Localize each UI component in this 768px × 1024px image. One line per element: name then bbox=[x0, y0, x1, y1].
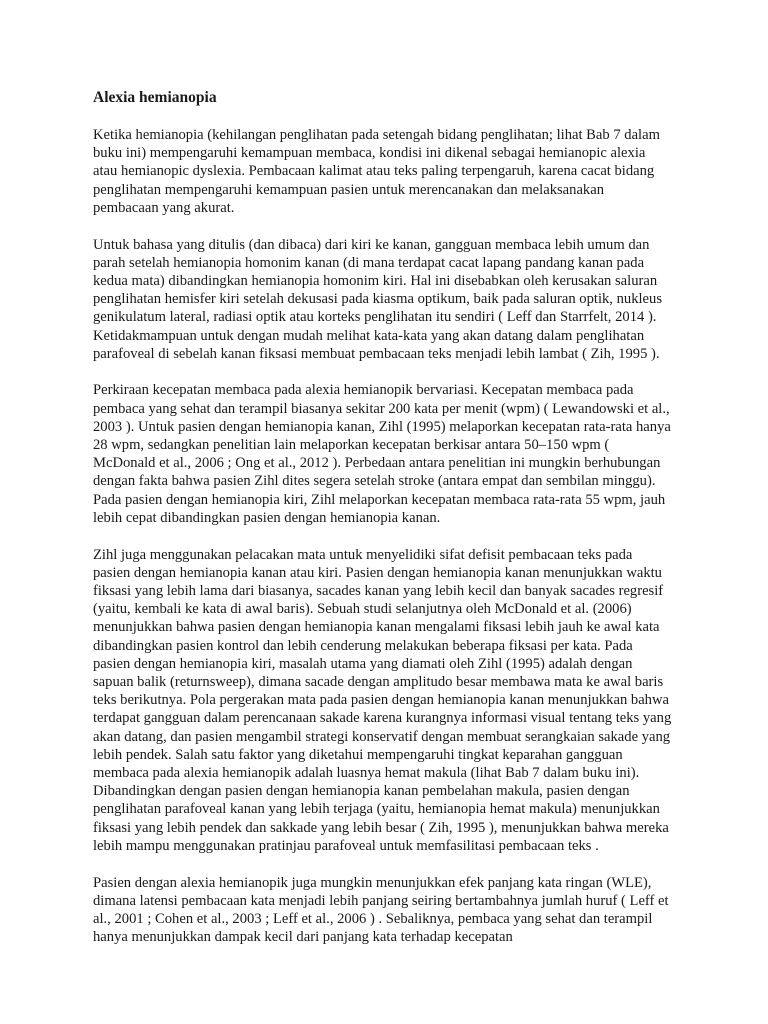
paragraph-4: Zihl juga menggunakan pelacakan mata untuk menyelidiki sifat defisit pembacaan teks pada pasien dengan hemianopia kanan atau kiri. Pasien dengan hemianopia kanan menunjukkan waktu fiksasi yang lebih lama dari biasanya, sacades kanan yang lebih kecil dan banyak sacades regresif (yaitu, kembali ke kata di awal baris). Sebuah studi selanjutnya oleh McDonald et al. (2006) menunjukkan bahwa pasien dengan hemianopia kanan mengalami fiksasi lebih jauh ke awal kata dibandingkan pasien kontrol dan lebih cenderung melakukan beberapa fiksasi per kata. Pada pasien dengan hemianopia kiri, masalah utama yang diamati oleh Zihl (1995) adalah dengan sapuan balik (returnsweep), dimana sacade dengan amplitudo besar membawa mata ke awal baris teks berikutnya. Pola pergerakan mata pada pasien dengan hemianopia kanan menunjukkan bahwa terdapat gangguan dalam perencanaan sakade karena kurangnya informasi visual tentang teks yang akan datang, dan pasien mengambil strategi konservatif dengan membuat serangkaian sakade yang lebih pendek. Salah satu faktor yang diketahui mempengaruhi tingkat keparahan gangguan membaca pada alexia hemianopik adalah luasnya hemat makula (lihat Bab 7 dalam buku ini). Dibandingkan dengan pasien dengan hemianopia kanan pembelahan makula, pasien dengan penglihatan parafoveal kanan yang lebih terjaga (yaitu, hemianopia hemat makula) menunjukkan fiksasi yang lebih pendek dan sakkade yang lebih besar ( Zih, 1995 ), menunjukkan bahwa mereka lebih mampu menggunakan pratinjau parafoveal untuk memfasilitasi pembacaan teks . bbox=[93, 546, 672, 854]
paragraph-3: Perkiraan kecepatan membaca pada alexia hemianopik bervariasi. Kecepatan membaca pada pembaca yang sehat dan terampil biasanya sekitar 200 kata per menit (wpm) ( Lewandowski et al., 2003 ). Untuk pasien dengan hemianopia kanan, Zihl (1995) melaporkan kecepatan rata-rata hanya 28 wpm, sedangkan penelitian lain melaporkan kecepatan berkisar antara 50–150 wpm ( McDonald et al., 2006 ; Ong et al., 2012 ). Perbedaan antara penelitian ini mungkin berhubungan dengan fakta bahwa pasien Zihl dites segera setelah stroke (antara empat dan sembilan minggu). Pada pasien dengan hemianopia kiri, Zihl melaporkan kecepatan membaca rata-rata 55 wpm, jauh lebih cepat dibandingkan pasien dengan hemianopia kanan. bbox=[93, 382, 671, 526]
paragraph-5: Pasien dengan alexia hemianopik juga mungkin menunjukkan efek panjang kata ringan (WLE), dimana latensi pembacaan kata menjadi lebih panjang seiring bertambahnya jumlah huruf ( Leff et al., 2001 ; Cohen et al., 2003 ; Leff et al., 2006 ) . Sebaliknya, pembaca yang sehat dan terampil hanya menunjukkan dampak kecil dari panjang kata terhadap kecepatan bbox=[93, 874, 669, 946]
paragraph-2: Untuk bahasa yang ditulis (dan dibaca) dari kiri ke kanan, gangguan membaca lebih umum dan parah setelah hemianopia homonim kanan (di mana terdapat cacat lapang pandang kanan pada kedua mata) dibandingkan hemianopia homonim kiri. Hal ini disebabkan oleh kerusakan saluran penglihatan hemisfer kiri setelah dekusasi pada kiasma optikum, baik pada saluran optik, nukleus genikulatum lateral, radiasi optik atau korteks penglihatan itu sendiri ( Leff dan Starrfelt, 2014 ). Ketidakmampuan untuk dengan mudah melihat kata-kata yang akan datang dalam penglihatan parafoveal di sebelah kanan fiksasi membuat pembacaan teks menjadi lebih lambat ( Zih, 1995 ). bbox=[93, 236, 663, 362]
section-title: Alexia hemianopia bbox=[93, 89, 217, 106]
document-page bbox=[93, 88, 673, 965]
paragraph-1: Ketika hemianopia (kehilangan penglihatan pada setengah bidang penglihatan; lihat Bab 7 dalam buku ini) mempengaruhi kemampuan membaca, kondisi ini dikenal sebagai hemianopic alexia atau hemianopic dyslexia. Pembacaan kalimat atau teks paling terpengaruh, karena cacat bidang penglihatan mempengaruhi kemampuan pasien untuk merencanakan dan melaksanakan pembacaan yang akurat. bbox=[93, 127, 660, 216]
